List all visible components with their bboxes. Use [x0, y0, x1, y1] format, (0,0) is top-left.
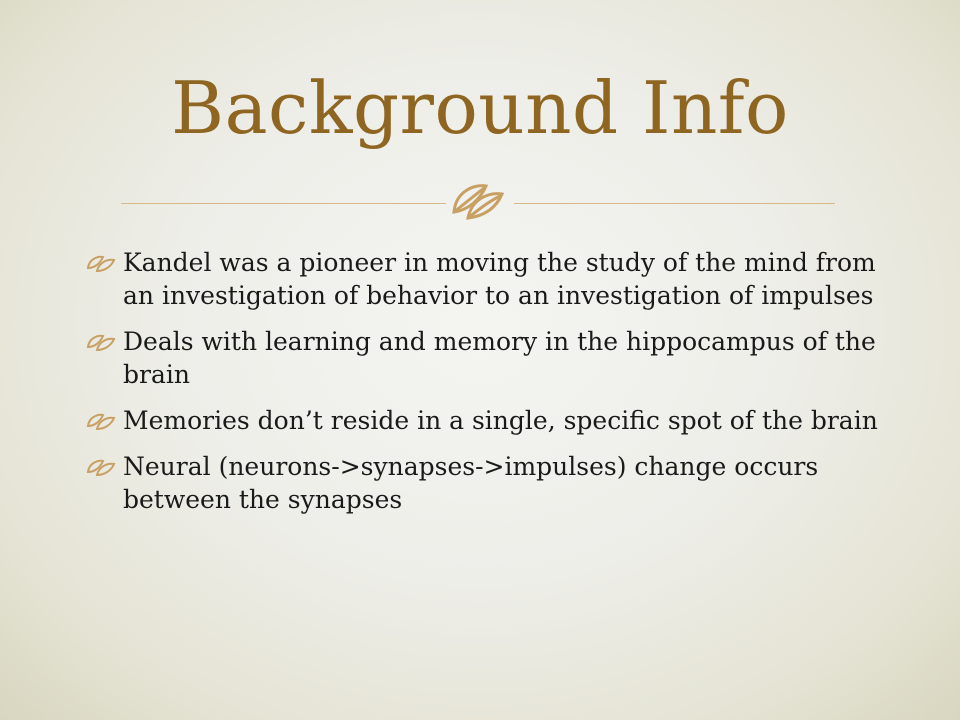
leaf-bullet-icon: [86, 411, 116, 431]
slide-title: Background Info: [171, 66, 789, 150]
bullet-text: Neural (neurons->synapses->impulses) change occurs between the synapses: [123, 452, 819, 514]
leaf-bullet-icon: [86, 332, 116, 352]
leaf-bullet-icon: [86, 457, 116, 477]
bullet-item: [86, 404, 886, 437]
bullet-item: [86, 450, 886, 516]
title-divider-left: [121, 203, 446, 204]
bullet-text: Kandel was a pioneer in moving the study of the mind from an investigation of behavior to an investigation of impulses: [123, 248, 876, 310]
title-divider-right: [514, 203, 835, 204]
bullet-list: [86, 246, 886, 529]
double-leaf-ornament-icon: [446, 176, 512, 224]
bullet-item: [86, 246, 886, 312]
bullet-item: [86, 325, 886, 391]
leaf-bullet-icon: [86, 253, 116, 273]
bullet-text: Deals with learning and memory in the hippocampus of the brain: [123, 327, 876, 389]
bullet-text: Memories don’t reside in a single, specific spot of the brain: [123, 406, 878, 435]
